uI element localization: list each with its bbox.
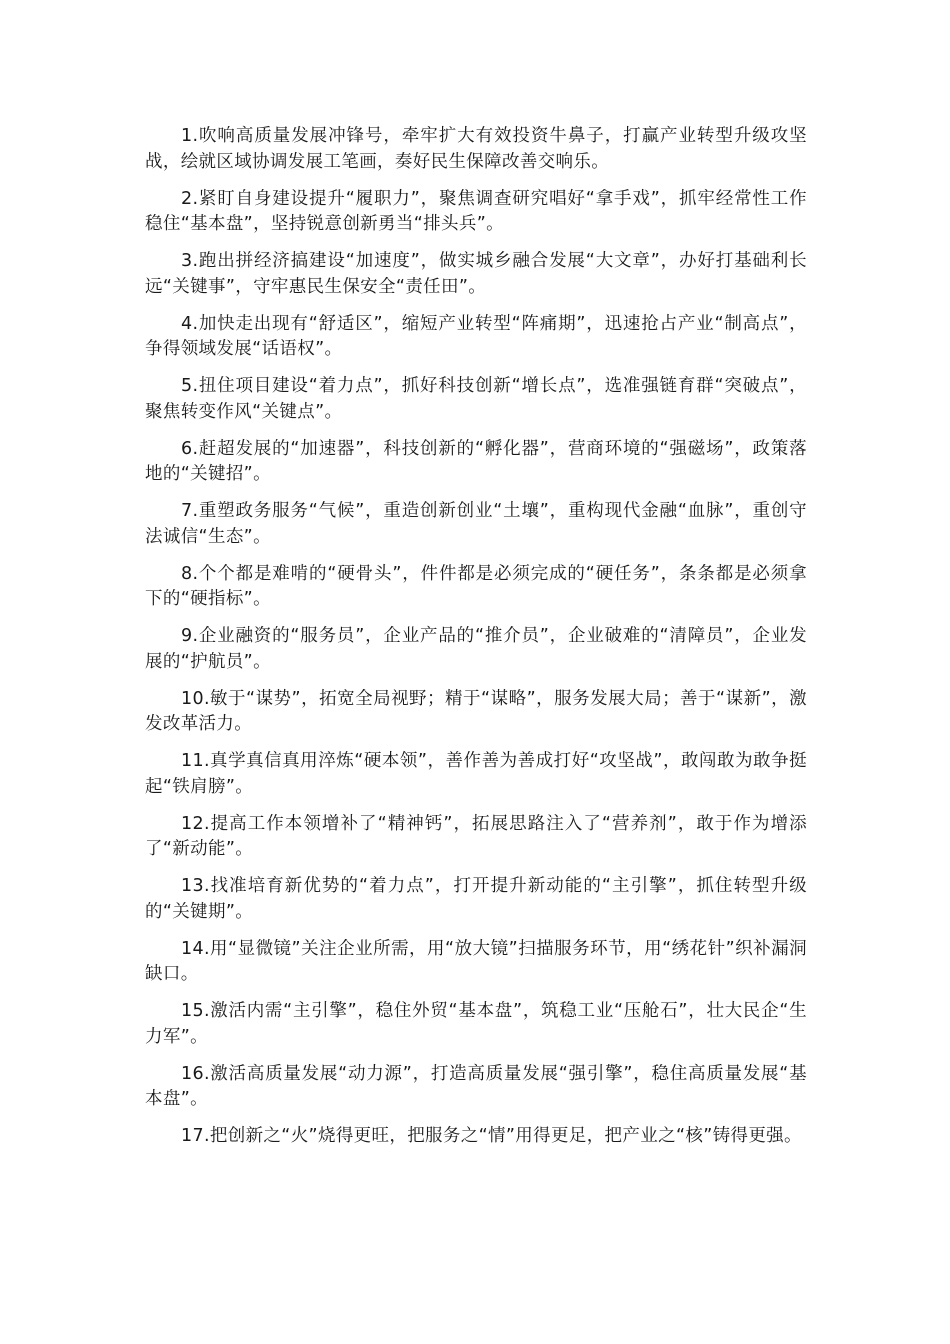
paragraph-17: 17.把创新之“火”烧得更旺，把服务之“情”用得更足，把产业之“核”铸得更强。 bbox=[181, 1126, 802, 1146]
paragraph-11: 11.真学真信真用淬炼“硬本领”，善作善为善成打好“攻坚战”，敢闯敢为敢争挺起“铁肩膀”。 bbox=[145, 751, 807, 797]
paragraph-4: 4.加快走出现有“舒适区”，缩短产业转型“阵痛期”，迅速抢占产业“制高点”，争得领域发展“话语权”。 bbox=[145, 313, 807, 359]
paragraph-14: 14.用“显微镜”关注企业所需，用“放大镜”扫描服务环节，用“绣花针”织补漏洞缺口。 bbox=[145, 938, 807, 984]
document-body bbox=[145, 124, 807, 1161]
paragraph-6: 6.赶超发展的“加速器”，科技创新的“孵化器”，营商环境的“强磁场”，政策落地的“关键招”。 bbox=[145, 438, 807, 484]
paragraph-2: 2.紧盯自身建设提升“履职力”，聚焦调查研究唱好“拿手戏”，抓牢经常性工作稳住“基本盘”，坚持锐意创新勇当“排头兵”。 bbox=[145, 188, 807, 234]
paragraph-5: 5.扭住项目建设“着力点”，抓好科技创新“增长点”，选准强链育群“突破点”，聚焦转变作风“关键点”。 bbox=[145, 376, 807, 422]
paragraph-15: 15.激活内需“主引擎”，稳住外贸“基本盘”，筑稳工业“压舱石”，壮大民企“生力军”。 bbox=[145, 1001, 807, 1047]
paragraph-7: 7.重塑政务服务“气候”，重造创新创业“土壤”，重构现代金融“血脉”，重创守法诚信“生态”。 bbox=[145, 501, 807, 547]
paragraph-16: 16.激活高质量发展“动力源”，打造高质量发展“强引擎”，稳住高质量发展“基本盘”。 bbox=[145, 1063, 807, 1109]
paragraph-1: 1.吹响高质量发展冲锋号，牵牢扩大有效投资牛鼻子，打赢产业转型升级攻坚战，绘就区域协调发展工笔画，奏好民生保障改善交响乐。 bbox=[145, 126, 807, 172]
paragraph-8: 8.个个都是难啃的“硬骨头”，件件都是必须完成的“硬任务”，条条都是必须拿下的“硬指标”。 bbox=[145, 563, 807, 609]
paragraph-10: 10.敏于“谋势”，拓宽全局视野；精于“谋略”，服务发展大局；善于“谋新”，激发改革活力。 bbox=[145, 688, 807, 734]
paragraph-9: 9.企业融资的“服务员”，企业产品的“推介员”，企业破难的“清障员”，企业发展的“护航员”。 bbox=[145, 626, 807, 672]
paragraph-12: 12.提高工作本领增补了“精神钙”，拓展思路注入了“营养剂”，敢于作为增添了“新动能”。 bbox=[145, 813, 807, 859]
paragraph-13: 13.找准培育新优势的“着力点”，打开提升新动能的“主引擎”，抓住转型升级的“关键期”。 bbox=[145, 876, 807, 922]
paragraph-3: 3.跑出拼经济搞建设“加速度”，做实城乡融合发展“大文章”，办好打基础利长远“关键事”，守牢惠民生保安全“责任田”。 bbox=[145, 251, 807, 297]
